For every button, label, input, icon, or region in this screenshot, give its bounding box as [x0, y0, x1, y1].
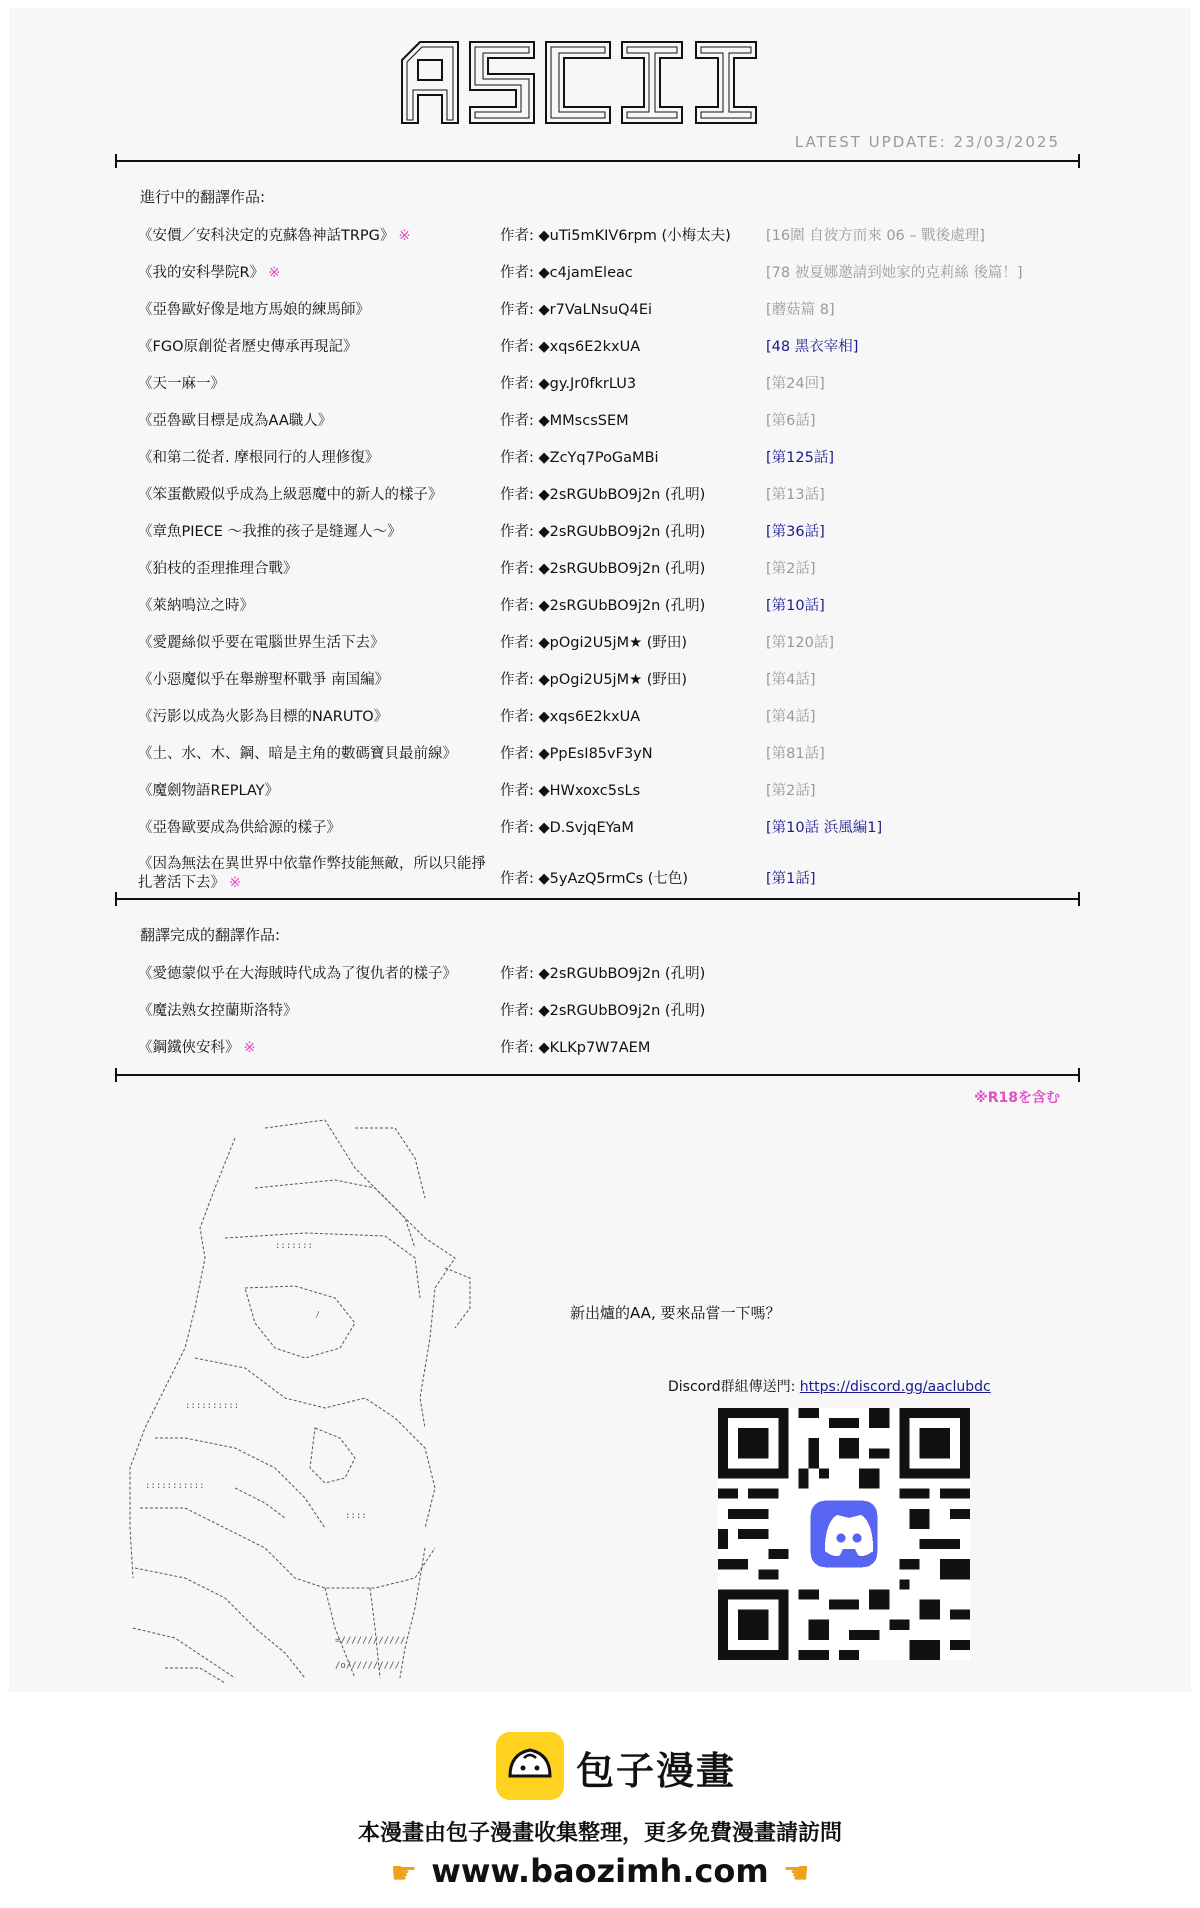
work-author: 作者: ◆HWxoxc5sLs: [500, 783, 641, 799]
work-row: [0, 818, 1200, 848]
work-title[interactable]: [138, 707, 388, 727]
work-title[interactable]: [138, 633, 385, 653]
work-title-text: 《天一麻一》: [138, 376, 225, 392]
ascii-logo: [400, 40, 780, 125]
ongoing-section-title: 進行中的翻譯作品:: [140, 188, 266, 206]
work-row: [0, 337, 1200, 367]
footer-notice: 本漫畫由包子漫畫收集整理，更多免費漫畫請訪問: [357, 1821, 842, 1846]
work-title-text: 《我的安科學院R》: [138, 265, 265, 281]
work-author: 作者: ◆r7VaLNsuQ4Ei: [500, 302, 653, 318]
r18-mark: ※: [398, 228, 411, 244]
ascii-art-illustration: [125, 1108, 545, 1688]
work-title[interactable]: [138, 300, 370, 320]
work-title-text: 《狛枝的歪理推理合戰》: [138, 561, 298, 577]
work-title-text: 《亞魯歐要成為供給源的樣子》: [138, 820, 341, 836]
divider-bottom: [115, 1074, 1080, 1076]
latest-chapter-link[interactable]: [第6話]: [766, 413, 816, 429]
work-row: [0, 707, 1200, 737]
discord-line: [668, 1376, 991, 1396]
work-title[interactable]: [138, 448, 379, 468]
work-title-text: 《魔劍物語REPLAY》: [138, 783, 280, 799]
work-row: [0, 670, 1200, 700]
latest-chapter-link[interactable]: [第1話]: [766, 871, 816, 887]
work-title-text: 《亞魯歐目標是成為AA職人》: [138, 413, 333, 429]
svg-text::::::::::::: :::::::::::: [145, 1481, 205, 1491]
work-title[interactable]: [138, 1001, 298, 1021]
work-title[interactable]: [138, 818, 341, 838]
work-author: 作者: ◆2sRGUbBO9j2n (孔明): [500, 487, 706, 503]
latest-chapter-link[interactable]: [第4話]: [766, 672, 816, 688]
work-author: 作者: ◆ZcYq7PoGaMBi: [500, 450, 659, 466]
work-author: 作者: ◆2sRGUbBO9j2n (孔明): [500, 1003, 706, 1019]
work-row: [0, 1001, 1200, 1031]
work-row: [0, 856, 1200, 899]
r18-mark: ※: [229, 875, 242, 891]
work-title-text: 《土、水、木、鋼、暗是主角的數碼寶貝最前線》: [138, 746, 457, 762]
latest-chapter-link[interactable]: [第36話]: [766, 524, 825, 540]
work-author: 作者: ◆pOgi2U5jM★ (野田): [500, 672, 688, 688]
svg-text::::::::: :::::::: [275, 1241, 313, 1251]
work-author: 作者: ◆pOgi2U5jM★ (野田): [500, 635, 688, 651]
work-author: 作者: ◆2sRGUbBO9j2n (孔明): [500, 524, 706, 540]
r18-note: ※R18を含む: [974, 1090, 1060, 1106]
latest-chapter-link[interactable]: [第125話]: [766, 450, 834, 466]
svg-text:::::::::::: ::::::::::: [185, 1401, 240, 1411]
work-author: 作者: ◆2sRGUbBO9j2n (孔明): [500, 598, 706, 614]
pointing-hand-left-icon: ☚: [782, 1855, 810, 1891]
work-title-text: 《污影以成為火影為目標的NARUTO》: [138, 709, 389, 725]
latest-chapter-link[interactable]: [第10話]: [766, 598, 825, 614]
discord-link[interactable]: https://discord.gg/aaclubdc: [799, 1379, 991, 1395]
r18-mark: ※: [268, 265, 281, 281]
work-row: [0, 781, 1200, 811]
work-title[interactable]: [138, 522, 402, 542]
work-title[interactable]: [138, 596, 254, 616]
latest-chapter-link[interactable]: [蘑菇篇 8]: [766, 302, 835, 318]
brand-name: 包子漫畫: [576, 1749, 737, 1793]
work-title-text: 《愛麗絲似乎要在電腦世界生活下去》: [138, 635, 385, 651]
work-title-text: 《亞魯歐好像是地方馬娘的練馬師》: [138, 302, 370, 318]
work-author: 作者: ◆xqs6E2kxUA: [500, 339, 641, 355]
work-title[interactable]: [138, 744, 457, 764]
work-author: 作者: ◆c4jamEleac: [500, 265, 633, 281]
work-title-text: 《因為無法在異世界中依靠作弊技能無敵，所以只能掙扎著活下去》: [138, 856, 486, 891]
latest-chapter-link[interactable]: [第81話]: [766, 746, 825, 762]
work-title-text: 《和第二從者. 摩根同行的人理修復》: [138, 450, 380, 466]
work-title-text: 《笨蛋歡殿似乎成為上級惡魔中的新人的樣子》: [138, 487, 443, 503]
svg-text:::::: ::::: [345, 1511, 367, 1521]
bun-logo-icon: [496, 1732, 564, 1800]
pointing-hand-right-icon: ☛: [390, 1855, 418, 1891]
work-title[interactable]: [138, 411, 332, 431]
divider-top: [115, 160, 1080, 162]
latest-chapter-link[interactable]: [78 被夏娜邀請到她家的克莉絲 後篇！]: [766, 265, 1023, 281]
work-row: [0, 596, 1200, 626]
work-title-text: 《FGO原創從者歷史傳承再現記》: [138, 339, 358, 355]
work-title-text: 《章魚PIECE ～我推的孩子是缝遲人～》: [138, 524, 402, 540]
work-author: 作者: ◆xqs6E2kxUA: [500, 709, 641, 725]
work-title[interactable]: [138, 337, 358, 357]
work-row: [0, 263, 1200, 293]
discord-qr-code[interactable]: [718, 1408, 970, 1660]
work-title[interactable]: [138, 226, 411, 246]
work-title[interactable]: [138, 670, 389, 690]
work-title[interactable]: [138, 855, 498, 893]
latest-chapter-link[interactable]: [48 黑衣宰相]: [766, 339, 859, 355]
work-title[interactable]: [138, 263, 280, 283]
work-title[interactable]: [138, 1038, 256, 1058]
latest-chapter-link[interactable]: [第13話]: [766, 487, 825, 503]
promo-text: 新出爐的AA, 要來品嘗一下嗎？: [570, 1304, 781, 1322]
svg-text:/o//////////: /o//////////: [335, 1661, 401, 1671]
work-author: 作者: ◆5yAzQ5rmCs (七色): [500, 871, 689, 887]
work-title-text: 《萊納鳴泣之時》: [138, 598, 254, 614]
work-row: [0, 226, 1200, 256]
work-title-text: 《魔法熟女控蘭斯洛特》: [138, 1003, 298, 1019]
svg-text:=////////////: =////////////: [335, 1636, 406, 1646]
work-author: 作者: ◆2sRGUbBO9j2n (孔明): [500, 561, 706, 577]
latest-chapter-link[interactable]: [第120話]: [766, 635, 834, 651]
work-row: [0, 559, 1200, 589]
work-row: [0, 374, 1200, 404]
svg-text:ﾉ: ﾉ: [315, 1311, 320, 1321]
latest-chapter-link[interactable]: [第10話 浜風編1]: [766, 820, 883, 836]
work-title-text: 《鋼鐵俠安科》: [138, 1040, 240, 1056]
latest-chapter-link[interactable]: [16圍 自彼方而來 06 – 戰後處理]: [766, 228, 985, 244]
work-row: [0, 744, 1200, 774]
latest-chapter-link[interactable]: [第2話]: [766, 561, 816, 577]
work-row: [0, 1038, 1200, 1068]
work-row: [0, 522, 1200, 552]
work-title[interactable]: [138, 485, 443, 505]
latest-chapter-link[interactable]: [第24回]: [766, 376, 825, 392]
work-author: 作者: ◆MMscsSEM: [500, 413, 629, 429]
work-author: 作者: ◆PpEsI85vF3yN: [500, 746, 653, 762]
work-title-text: 《小惡魔似乎在舉辦聖杯戰爭 南国編》: [138, 672, 390, 688]
work-author: 作者: ◆2sRGUbBO9j2n (孔明): [500, 966, 706, 982]
work-row: [0, 964, 1200, 994]
work-title[interactable]: [138, 781, 279, 801]
work-row: [0, 300, 1200, 330]
work-title-text: 《安價／安科決定的克蘇魯神話TRPG》: [138, 228, 395, 244]
work-row: [0, 411, 1200, 441]
work-author: 作者: ◆KLKp7W7AEM: [500, 1040, 651, 1056]
footer-url[interactable]: www.baozimh.com: [431, 1852, 769, 1890]
work-author: 作者: ◆gy.Jr0fkrLU3: [500, 376, 637, 392]
footer-url-line: [0, 1852, 1200, 1891]
divider-middle: [115, 898, 1080, 900]
work-title-text: 《愛德蒙似乎在大海賊時代成為了復仇者的樣子》: [138, 966, 457, 982]
latest-chapter-link[interactable]: [第4話]: [766, 709, 816, 725]
completed-section-title: 翻譯完成的翻譯作品:: [140, 926, 281, 944]
work-row: [0, 448, 1200, 478]
last-update-label: LATEST UPDATE: 23/03/2025: [794, 133, 1060, 151]
work-title[interactable]: [138, 559, 298, 579]
brand-bar: [0, 1728, 1200, 1808]
work-author: 作者: ◆uTi5mKIV6rpm (小梅太夫): [500, 228, 731, 244]
work-title[interactable]: [138, 964, 457, 984]
work-author: 作者: ◆D.SvjqEYaM: [500, 820, 634, 836]
latest-chapter-link[interactable]: [第2話]: [766, 783, 816, 799]
work-title[interactable]: [138, 374, 225, 394]
discord-label: Discord群組傳送門:: [668, 1379, 800, 1395]
work-row: [0, 633, 1200, 663]
r18-mark: ※: [243, 1040, 256, 1056]
work-row: [0, 485, 1200, 515]
